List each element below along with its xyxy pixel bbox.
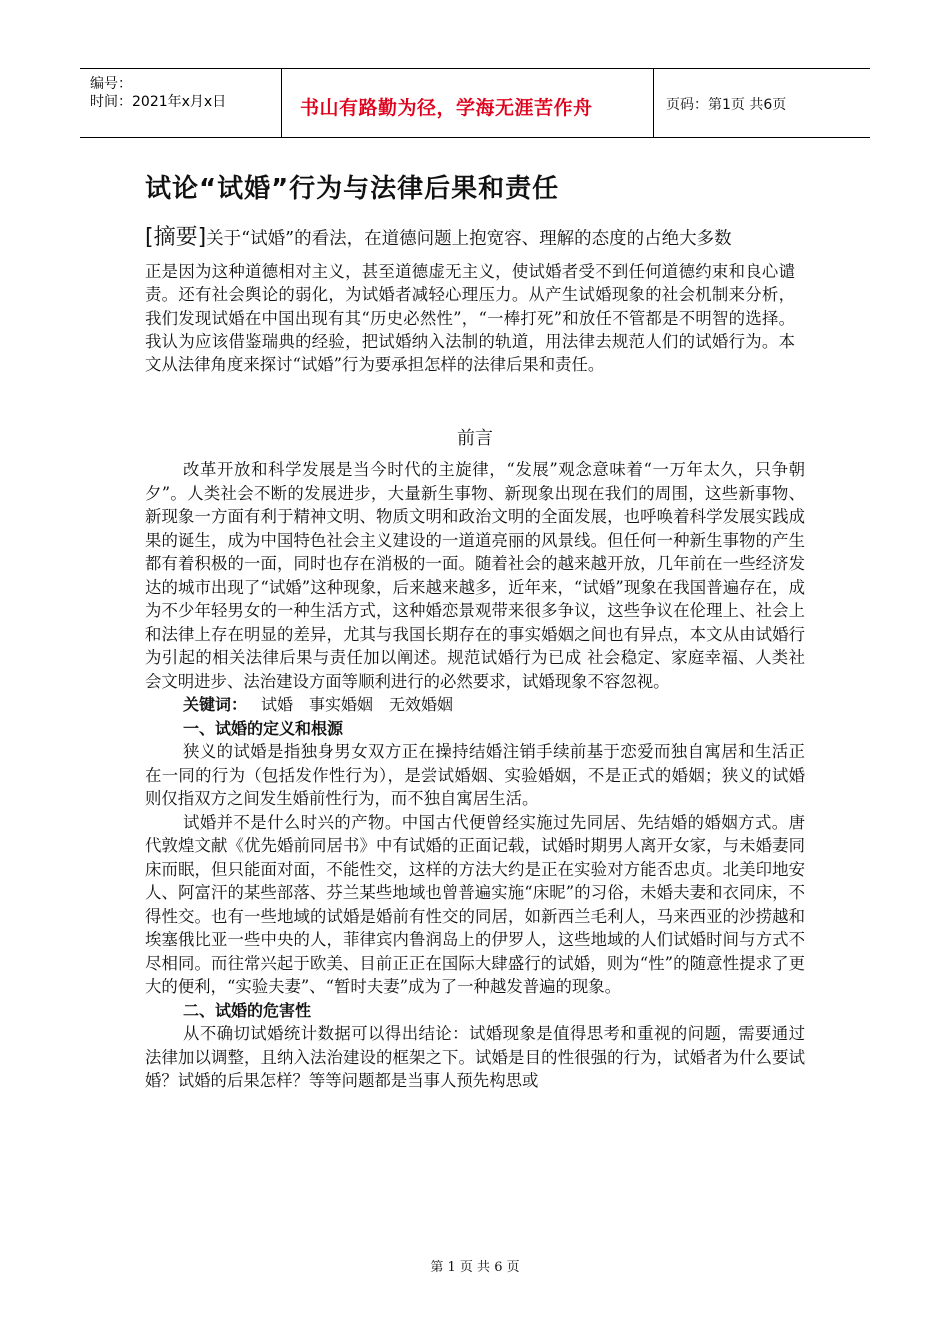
document-number-label: 编号：: [90, 76, 132, 92]
section-heading: 一、试婚的定义和根源: [183, 718, 344, 738]
section-heading: 二、试婚的危害性: [183, 1000, 312, 1020]
document-date-label: 时间：2021年x月x日: [90, 94, 227, 110]
abstract-lead-text: 关于“试婚”的看法，在道德问题上抱宽容、理解的态度的占绝大多数: [206, 229, 732, 249]
header-page-info: 页码：第1页 共6页: [666, 97, 787, 113]
page-footer: 第 1 页 共 6 页: [430, 1260, 520, 1275]
document-body: [145, 458, 805, 1093]
abstract-first-line: [145, 220, 815, 251]
header-table: [80, 68, 870, 138]
keywords-label: 关键词：: [183, 695, 248, 714]
keyword-item: 试婚: [261, 695, 294, 714]
header-info-cell: [80, 69, 282, 137]
header-page-cell: [654, 69, 870, 137]
preface-heading: 前言: [457, 428, 493, 449]
abstract-body: 正是因为这种道德相对主义，甚至道德虚无主义，使试婚者受不到任何道德约束和良心谴责。还有社会舆论的弱化，为试婚者减轻心理压力。从产生试婚现象的社会机制来分析，我们发现试婚在中国出现有其“历史必然性”，“一棒打死”和放任不管都是不明智的选择。我认为应该借鉴瑞典的经验，把试婚纳入法制的轨道，用法律去规范人们的试婚行为。本文从法律角度来探讨“试婚”行为要承担怎样的法律后果和责任。: [145, 262, 795, 375]
keyword-item: 事实婚姻: [309, 695, 374, 714]
section-paragraph: 试婚并不是什么时兴的产物。中国古代便曾经实施过先同居、先结婚的婚姻方式。唐代敦煌文献《优先婚前同居书》中有试婚的正面记载，试婚时期男人离开女家，与未婚妻同床而眠，但只能面对面，不能性交，这样的方法大约是正在实验对方能否忠贞。北美印地安人、阿富汗的某些部落、芬兰某些地域也曾普遍实施“床昵”的习俗，未婚夫妻和衣同床，不得性交。也有一些地域的试婚是婚前有性交的同居，如新西兰毛利人，马来西亚的沙捞越和埃塞俄比亚一些中央的人，菲律宾内鲁润岛上的伊罗人，这些地域的人们试婚时间与方式不尽相同。而往常兴起于欧美、目前正正在国际大肆盛行的试婚，则为“性”的随意性提求了更大的便利，“实验夫妻”、“暂时夫妻”成为了一种越发普遍的现象。: [145, 812, 805, 996]
preface-paragraph: 改革开放和科学发展是当今时代的主旋律，“发展”观念意味着“一万年太久，只争朝夕”。人类社会不断的发展进步，大量新生事物、新现象出现在我们的周围，这些新事物、新现象一方面有利于精神文明、物质文明和政治文明的全面发展，也呼唤着科学发展实践成果的诞生，成为中国特色社会主义建设的一道道亮丽的风景线。但任何一种新生事物的产生都有着积极的一面，同时也存在消极的一面。随着社会的越来越开放，几年前在一些经济发达的城市出现了“试婚”这种现象，后来越来越多，近年来，“试婚”现象在我国普遍存在，成为不少年轻男女的一种生活方式，这种婚恋景观带来很多争议，这些争议在伦理上、社会上和法律上存在明显的差异，尤其与我国长期存在的事实婚姻之间也有异点，本文从由试婚行为引起的相关法律后果与责任加以阐述。规范试婚行为已成 社会稳定、家庭幸福、人类社会文明进步、法治建设方面等顺利进行的必然要求，试婚现象不容忽视。: [145, 460, 805, 691]
abstract-tag: [摘要]: [145, 225, 207, 250]
document-title: 试论“试婚”行为与法律后果和责任: [145, 174, 560, 204]
header-motto-cell: [282, 69, 654, 137]
section-paragraph: 从不确切试婚统计数据可以得出结论：试婚现象是值得思考和重视的问题，需要通过法律加以调整，且纳入法治建设的框架之下。试婚是目的性很强的行为，试婚者为什么要试婚？试婚的后果怎样？等等问题都是当事人预先构思或: [145, 1024, 805, 1090]
keyword-item: 无效婚姻: [389, 695, 454, 714]
section-paragraph: 狭义的试婚是指独身男女双方正在操持结婚注销手续前基于恋爱而独自寓居和生活正在一同的行为（包括发作性行为），是尝试婚姻、实验婚姻，不是正式的婚姻；狭义的试婚则仅指双方之间发生婚前性行为，而不独自寓居生活。: [145, 742, 805, 808]
header-motto: 书山有路勤为径，学海无涯苦作舟: [300, 97, 593, 119]
keywords-line: [145, 693, 805, 717]
